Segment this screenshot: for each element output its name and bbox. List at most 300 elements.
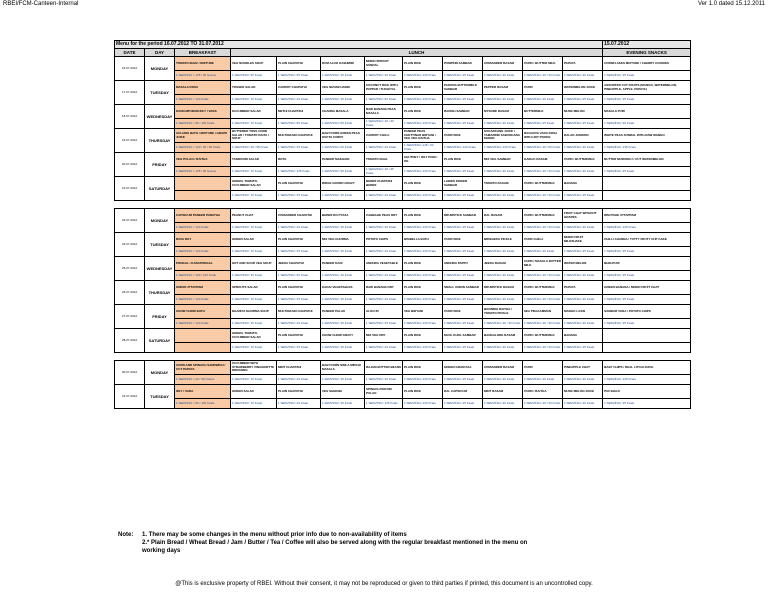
serving-info: 1 SERVING= 125 Kcals xyxy=(403,295,443,305)
serving-info: 1 SERVING= 45 Kcals xyxy=(321,399,365,409)
lunch-item: CURD RICE xyxy=(443,233,483,247)
serving-info: 1 SERVING = 120 Kcals xyxy=(175,247,231,257)
serving-info: 1 SERVING= 10 Kcals xyxy=(231,95,277,105)
lunch-item: PLAIN RICE xyxy=(403,385,443,399)
lunch-item: PLAIN RICE xyxy=(403,257,443,271)
serving-info: 1 SERVING = 65 / 120 Kcals xyxy=(175,119,231,129)
lunch-item: JEERA RASAM xyxy=(483,257,523,271)
serving-info xyxy=(175,191,231,201)
serving-info: 1 SERVING= 45 Kcals xyxy=(321,375,365,385)
lunch-item: PLAIN CHAPATHI xyxy=(277,177,321,191)
serving-info: 1 SERVING= 40 Kcals xyxy=(365,295,403,305)
serving-info: 1 SERVING = 60 / 120 Kcals xyxy=(175,399,231,409)
serving-info: 1 SERVING= 125 Kcals xyxy=(403,247,443,257)
lunch-item: ANDHRA VEGETABLE xyxy=(365,257,403,271)
lunch-item: GREEN, TOMATO, CUCUMBER SALAD xyxy=(231,329,277,343)
day-cell: SATURDAY xyxy=(145,329,175,353)
serving-info: 1 SERVING= 45 Kcals xyxy=(321,191,365,201)
serving-info: 1 SERVING= 125 Kcals xyxy=(603,375,691,385)
serving-info xyxy=(175,343,231,353)
lunch-item: CHOW CHOW GRAVY xyxy=(321,329,365,343)
serving-info: 1 SERVING= 45 Kcals xyxy=(443,399,483,409)
lunch-item: CORIANDER RASAM xyxy=(483,361,523,375)
serving-info: 1 SERVING= 125 Kcals xyxy=(403,271,443,281)
menu-table xyxy=(114,40,691,409)
menu-serving-row xyxy=(115,271,691,281)
serving-info: 1 SERVING= 40 Kcals xyxy=(365,143,403,153)
lunch-item: PLAIN CHAPATHI xyxy=(277,57,321,71)
day-cell: THURSDAY xyxy=(145,129,175,153)
date-cell: 31.07.2012 xyxy=(115,385,145,409)
lunch-item: CURD xyxy=(523,81,563,95)
serving-info: 1 SERVING= 10 Kcals xyxy=(231,343,277,353)
lunch-item: DUM ALOO KASHMIRI xyxy=(321,57,365,71)
lunch-item: SPINACH PAKODI PULAO xyxy=(365,385,403,399)
serving-info: 1 SERVING= 30 Kcals xyxy=(483,191,523,201)
breakfast-item: CHOW CHOW BATH xyxy=(175,305,231,319)
serving-info: 1 SERVING = 120 Kcals xyxy=(175,223,231,233)
col-lunch: LUNCH xyxy=(231,49,603,57)
serving-info: 1 SERVING= 45 Kcals xyxy=(563,343,603,353)
serving-info: 1 SERVING= 80 Kcals xyxy=(277,119,321,129)
serving-info: 1 SERVING= 45 Kcals xyxy=(563,191,603,201)
serving-info: 1 SERVING= 40 Kcals xyxy=(277,223,321,233)
serving-info: 1 SERVING= 90 Kcals xyxy=(365,95,403,105)
breakfast-item xyxy=(175,329,231,343)
serving-info: 1 SERVING= 10 Kcals xyxy=(231,167,277,177)
serving-info: 1 SERVING= 40 / 30 Kcals xyxy=(365,119,403,129)
menu-serving-row xyxy=(115,399,691,409)
serving-info: 1 SERVING= 40 Kcals xyxy=(523,95,563,105)
lunch-item: MUSK MELON xyxy=(563,105,603,119)
serving-info: 1 SERVING= 30 Kcals xyxy=(483,343,523,353)
lunch-item: CURD / BUTTERMILK xyxy=(523,177,563,191)
snack-item: PAV BHAJI xyxy=(603,385,691,399)
serving-info: 1 SERVING= 45 Kcals xyxy=(443,319,483,329)
serving-info: 1 SERVING= 45 Kcals xyxy=(321,223,365,233)
serving-info: 1 SERVING= 45 Kcals xyxy=(443,375,483,385)
date-cell: 23.07.2012 xyxy=(115,209,145,233)
date-cell: 19.07.2012 xyxy=(115,129,145,153)
menu-table-container xyxy=(114,40,677,409)
lunch-item: PANEER KADI xyxy=(321,257,365,271)
serving-info: 1 SERVING= 125 Kcals xyxy=(403,319,443,329)
lunch-item: RAW BANANA DRY xyxy=(365,281,403,295)
serving-info: 1 SERVING= 10 Kcals xyxy=(231,247,277,257)
serving-info: 1 SERVING= 145 / 30 Kcals xyxy=(403,143,443,153)
day-cell: TUESDAY xyxy=(145,81,175,105)
lunch-item: TOMATO RASAM xyxy=(483,177,523,191)
serving-info: 1 SERVING= 30 Kcals xyxy=(483,247,523,257)
lunch-item: METHI CHAPATHI xyxy=(277,105,321,119)
serving-info: 1 SERVING= 30 Kcals xyxy=(365,71,403,81)
lunch-item: BRINGERA PICKLE xyxy=(483,233,523,247)
serving-info: 1 SERVING= 30 Kcals xyxy=(483,295,523,305)
serving-info: 1 SERVING= 95 Kcals xyxy=(277,71,321,81)
serving-info: 1 SERVING= 30 Kcals xyxy=(483,375,523,385)
serving-info: 1 SERVING= 30 Kcals xyxy=(563,295,603,305)
lunch-item: CORIANDER CHAPATHI xyxy=(277,209,321,223)
lunch-item: MIX VEG DRY xyxy=(365,329,403,343)
menu-serving-row xyxy=(115,95,691,105)
lunch-item: BHINDI CHAPATHI BHINDI xyxy=(365,177,403,191)
lunch-item: TANDOORI SALAD xyxy=(231,153,277,167)
serving-info: 1 SERVING= 30 Kcals xyxy=(483,71,523,81)
lunch-item: PUMPKIN SAMBAR xyxy=(443,57,483,71)
serving-info: 1 SERVING = 120 / 30 / 90 Kcals xyxy=(175,143,231,153)
serving-info: 1 SERVING= 30 Kcals xyxy=(563,143,603,153)
lunch-item: BABYCORN SIMLA MIRCHI MASALA xyxy=(321,361,365,375)
lunch-item: KADAI VEGETABLES xyxy=(321,281,365,295)
serving-info: 1 SERVING= 35 Kcals xyxy=(603,319,691,329)
menu-day-row xyxy=(115,385,691,399)
lunch-item: MIXED SPROUT SUNDAL xyxy=(365,57,403,71)
lunch-item: MYSORE RASAM xyxy=(483,105,523,119)
lunch-item: RADISH SAMBAR xyxy=(443,105,483,119)
serving-info: 1 SERVING= 40 / 20 Kcals xyxy=(523,271,563,281)
serving-info: 1 SERVING= 45 Kcals xyxy=(321,247,365,257)
serving-info: 1 SERVING= 40 / 20 Kcals xyxy=(523,71,563,81)
serving-info: 1 SERVING= 35 Kcals xyxy=(603,247,691,257)
day-cell: FRIDAY xyxy=(145,153,175,177)
day-cell: MONDAY xyxy=(145,57,175,81)
date-cell: 16.07.2012 xyxy=(115,57,145,81)
lunch-item: GREEN SALAD xyxy=(231,385,277,399)
breakfast-item: ONION UTTAPPAM xyxy=(175,281,231,295)
lunch-item: SMALL ONION SAMBAR xyxy=(443,281,483,295)
serving-info: 1 SERVING = 125 / 30 Grams xyxy=(175,167,231,177)
serving-info xyxy=(603,191,691,201)
serving-info: 1 SERVING= 30 Kcals xyxy=(483,95,523,105)
lunch-item: ALOO 65 xyxy=(365,305,403,319)
menu-day-row xyxy=(115,129,691,143)
lunch-item: CURD / BUTTERMILK xyxy=(523,281,563,295)
lunch-item: PAPAYA xyxy=(563,57,603,71)
lunch-item: CURD / BUTTER MILK xyxy=(523,57,563,71)
lunch-item: ANDHRA PAPPU xyxy=(443,257,483,271)
snack-item xyxy=(603,177,691,191)
doc-id: RBEI/FCM-Canteen-Internal xyxy=(3,1,79,7)
menu-day-row xyxy=(115,153,691,167)
breakfast-item: CORN AND SPINACH SANDWICH / CUT PAPAYA xyxy=(175,361,231,375)
menu-day-row xyxy=(115,177,691,191)
lunch-item: GARLIC RASAM xyxy=(523,153,563,167)
menu-serving-row xyxy=(115,191,691,201)
week-separator xyxy=(115,201,691,209)
lunch-item: CURD RICE xyxy=(443,305,483,319)
lunch-item: MANGO LASSI xyxy=(563,305,603,319)
serving-info: 1 SERVING= 40 / 20 Kcals xyxy=(523,167,563,177)
menu-serving-row xyxy=(115,343,691,353)
date-cell: 28.07.2012 xyxy=(115,329,145,353)
lunch-item: PLAIN RICE xyxy=(403,329,443,343)
lunch-item: SUGARCANE JUICE / TAMARIND SABUDHANA KHEER xyxy=(483,129,523,143)
breakfast-item: TOMATO BHAV / MIXTURE xyxy=(175,57,231,71)
day-cell: TUESDAY xyxy=(145,385,175,409)
serving-info: 1 SERVING= 40 / 35 Kcals xyxy=(365,167,403,177)
serving-info: 1 SERVING= 45 Kcals xyxy=(443,247,483,257)
date-cell: 18.07.2012 xyxy=(115,105,145,129)
lunch-item: FRUIT CHAT WITHOUT GRAPES xyxy=(563,209,603,223)
serving-info: 1 SERVING= 30 Kcals xyxy=(563,319,603,329)
lunch-item: CURD / BUTTERMILK xyxy=(523,209,563,223)
menu-serving-row xyxy=(115,247,691,257)
serving-info: 1 SERVING= 25 Kcals xyxy=(523,119,563,129)
lunch-item: KHOL KHOL SAMBAR xyxy=(443,329,483,343)
menu-day-row xyxy=(115,81,691,95)
menu-serving-row xyxy=(115,319,691,329)
serving-info: 1 SERVING= 30 Kcals xyxy=(563,271,603,281)
lunch-item: CHUTNEY / IDLY PODI / OIL xyxy=(403,153,443,167)
serving-info: 1 SERVING= 45 Kcals xyxy=(603,167,691,177)
lunch-item: MINT RASAM xyxy=(483,385,523,399)
serving-info: 1 SERVING= 40 / 20 Kcals xyxy=(523,295,563,305)
snack-item: RIM POHE UTTAPPAM xyxy=(603,209,691,223)
serving-info: 1 SERVING= 40 Kcals xyxy=(277,399,321,409)
serving-info xyxy=(603,343,691,353)
serving-info: 1 SERVING= 40 Kcals xyxy=(523,247,563,257)
serving-info: 1 SERVING= 30 Kcals xyxy=(483,167,523,177)
date-cell: 27.07.2012 xyxy=(115,305,145,329)
lunch-item: PLAIN CHAPATHI xyxy=(277,233,321,247)
serving-info: 1 SERVING= 45 Kcals xyxy=(321,95,365,105)
snack-item xyxy=(603,329,691,343)
serving-info: 1 SERVING= 40 Kcals xyxy=(365,271,403,281)
lunch-item: BANGALORE RASAM xyxy=(483,329,523,343)
note-2: 2.* Plain Bread / Wheat Bread / Jam / Butter / Tea / Coffee will also be served along with the regular breakfast mentioned in the menu on working days xyxy=(142,540,528,554)
serving-info: 1 SERVING= 30 Kcals xyxy=(483,271,523,281)
snack-item: BHELPURI xyxy=(603,257,691,271)
menu-day-row xyxy=(115,233,691,247)
lunch-item: PANEER PEAS CHETTINAD BIRYANI / VEG VEG RAITHA xyxy=(403,129,443,143)
lunch-item: VEG SHEEWA xyxy=(321,385,365,399)
serving-info: 1 SERVING= 25 / 95 Kcals xyxy=(231,143,277,153)
day-cell: WEDNESDAY xyxy=(145,105,175,129)
lunch-item: LADIES FINGER SAMBAR xyxy=(443,177,483,191)
lunch-item: GREEN, TOMATO, CUCUMBER SALAD xyxy=(231,177,277,191)
serving-info: 1 SERVING= 40 / 30 Kcals xyxy=(483,319,523,329)
serving-info: 1 SERVING= 25 Kcals xyxy=(563,95,603,105)
lunch-item: WATERMELON JUICE xyxy=(563,81,603,95)
serving-info: 1 SERVING= 95 Kcals xyxy=(321,167,365,177)
serving-info: 1 SERVING= 30 Kcals xyxy=(483,399,523,409)
serving-info: 1 SERVING= 30 Kcals xyxy=(563,167,603,177)
serving-info: 1 SERVING= 40 Kcals xyxy=(563,399,603,409)
serving-info: 1 SERVING= 40 Kcals xyxy=(365,191,403,201)
snack-item: BUTTER MURUKKU / CUT WATERMELON xyxy=(603,153,691,167)
lunch-item: DHANIYA KHORMA SOUP xyxy=(231,305,277,319)
menu-day-row xyxy=(115,281,691,295)
serving-info: 1 SERVING= 40 Kcals xyxy=(321,271,365,281)
lunch-item: MULTIGRAIN CHAPATHI xyxy=(277,129,321,143)
lunch-item: POTATO CHIPS xyxy=(365,233,403,247)
serving-info: 1 SERVING= 45 Kcals xyxy=(277,247,321,257)
notes-label: Note: xyxy=(118,532,134,538)
day-cell: THURSDAY xyxy=(145,281,175,305)
serving-info: 1 SERVING= 40 Kcals xyxy=(365,343,403,353)
lunch-item: CARROT CHILLI xyxy=(365,129,403,143)
menu-serving-row xyxy=(115,143,691,153)
menu-title-row xyxy=(115,41,691,49)
date-cell: 26.07.2012 xyxy=(115,281,145,305)
serving-info: 1 SERVING= 45 Kcals xyxy=(443,191,483,201)
serving-info: 1 SERVING= 40 Kcals xyxy=(277,375,321,385)
serving-info: 1 SERVING= 60 Kcals xyxy=(277,271,321,281)
serving-info: 1 SERVING= 80 Kcals xyxy=(321,119,365,129)
lunch-item: VEG BIRYANI xyxy=(403,305,443,319)
lunch-item: VEG NOODLES SOUP xyxy=(231,57,277,71)
menu-serving-row xyxy=(115,223,691,233)
lunch-item: PLAIN RICE xyxy=(443,153,483,167)
lunch-item: ROTA xyxy=(277,153,321,167)
date-cell: 17.07.2012 xyxy=(115,81,145,105)
page-header xyxy=(0,0,768,9)
serving-info: 1 SERVING= 125 Kcals xyxy=(403,191,443,201)
serving-info: 1 SERVING= 40 Kcals xyxy=(365,247,403,257)
lunch-item: DAL CAPSICUM xyxy=(443,385,483,399)
serving-info: 1 SERVING= 40 / 50 Kcals xyxy=(523,143,563,153)
date-cell: 21.07.2012 xyxy=(115,177,145,201)
menu-serving-row xyxy=(115,71,691,81)
lunch-item: MIX VEG KHURMA xyxy=(321,233,365,247)
serving-info: 1 SERVING= 50 Kcals xyxy=(231,71,277,81)
menu-date: 15.07.2012 xyxy=(603,41,691,49)
serving-info: 1 SERVING= 125 Kcals xyxy=(403,375,443,385)
lunch-item: CHANNA MASALA xyxy=(321,105,365,119)
lunch-item: PLAIN RICE xyxy=(403,361,443,375)
serving-info: 1 SERVING= 10 Kcals xyxy=(231,223,277,233)
serving-info: 1 SERVING= 45 Kcals xyxy=(321,295,365,305)
column-header-row xyxy=(115,49,691,57)
serving-info: 1 SERVING= 45 Kcals xyxy=(443,343,483,353)
lunch-item: BISIBELLA BATH xyxy=(403,233,443,247)
snack-item: CORNFLAKES MIXTURE / CHERRY COOKIES xyxy=(603,57,691,71)
lunch-item: DALAR JAMOON xyxy=(563,129,603,143)
lunch-item: PLAIN RICE xyxy=(403,209,443,223)
serving-info: 1 SERVING= 45 Kcals xyxy=(443,71,483,81)
lunch-item: PLAIN CHAPATHI xyxy=(277,281,321,295)
serving-info: 1 SERVING= 35 Kcals xyxy=(603,399,691,409)
serving-info: 1 SERVING= 124 Kcals xyxy=(443,143,483,153)
serving-info: 1 SERVING = 120 Kcals xyxy=(175,95,231,105)
lunch-item: BABYCORN GREEN PEAS KOFTA CURRY xyxy=(321,129,365,143)
menu-body xyxy=(115,57,691,409)
serving-info: 1 SERVING= 10 Kcals xyxy=(231,399,277,409)
menu-serving-row xyxy=(115,375,691,385)
lunch-item: RAJAM BUTTER BEANS xyxy=(365,361,403,375)
separator-cell xyxy=(115,201,691,209)
lunch-item: PLAIN RICE xyxy=(403,281,443,295)
lunch-item: PINEAPPLE CHAT xyxy=(563,361,603,375)
note-1: 1. There may be some changes in the menu without prior info due to non-availability of items xyxy=(142,532,407,538)
serving-info: 1 SERVING= 45 Kcals xyxy=(443,271,483,281)
serving-info: 1 SERVING= 30 Kcals xyxy=(563,71,603,81)
day-cell: SATURDAY xyxy=(145,177,175,201)
serving-info: 1 SERVING= 10 Kcals xyxy=(231,295,277,305)
lunch-item: JEERA CHAPATHI xyxy=(277,257,321,271)
lunch-item: CUCUMBER WITH STRAWBERRY VINAIGRETTE DRESSING xyxy=(231,361,277,375)
lunch-item: RAW BANANA PEAS MASALA xyxy=(365,105,403,119)
serving-info: 1 SERVING= 125 Kcals xyxy=(403,95,443,105)
serving-info: 1 SERVING= 30 Kcals xyxy=(365,375,403,385)
lunch-item: BUTTERED TOSS CORN SALAD / TOMATO RAITA / SOUP xyxy=(231,129,277,143)
menu-serving-row xyxy=(115,167,691,177)
menu-day-row xyxy=(115,329,691,343)
breakfast-item: KANCHIPURAM IDLY / VADA xyxy=(175,105,231,119)
serving-info: 1 SERVING= 125 Kcals xyxy=(403,119,443,129)
serving-info: 1 SERVING= 30 Kcals xyxy=(563,375,603,385)
lunch-item: GREEN GRAM DAL xyxy=(443,361,483,375)
date-cell: 24.07.2012 xyxy=(115,233,145,257)
serving-info: 1 SERVING= 125 Kcals xyxy=(403,71,443,81)
lunch-item: CORIANDER RASAM xyxy=(483,57,523,71)
day-cell: WEDNESDAY xyxy=(145,257,175,281)
serving-info: 1 SERVING= 30 Kcals xyxy=(231,271,277,281)
lunch-item: PLAIN RICE xyxy=(403,81,443,95)
serving-info: 1 SERVING = 20 / 30 Grams xyxy=(175,375,231,385)
serving-info: 1 SERVING= 40 Kcals xyxy=(277,95,321,105)
lunch-item: CURD / RAITHA xyxy=(523,385,563,399)
breakfast-item: VEG PULAO / RAITHA xyxy=(175,153,231,167)
lunch-item: RAGHUVA VADA DOSA WITH HOT POOKE xyxy=(523,129,563,143)
lunch-item: COCONUT RICE WITH PAPPAD / THOGIYAL xyxy=(365,81,403,95)
snack-item: MASALA PURI xyxy=(603,105,691,119)
lunch-item: PLAIN CHAPATHI xyxy=(277,329,321,343)
serving-info: 1 SERVING= 125 Kcals xyxy=(365,399,403,409)
serving-info: 1 SERVING= 125 Kcals xyxy=(603,223,691,233)
serving-info: 1 SERVING= 45 Kcals xyxy=(443,167,483,177)
lunch-item: DAL RASAM xyxy=(483,209,523,223)
serving-info: 1 SERVING= 45 Kcals xyxy=(443,95,483,105)
lunch-item: KUCUMBER SALAD xyxy=(231,105,277,119)
snack-item: GREEN BANANA / MIXED FRUIT CHAT xyxy=(603,281,691,295)
lunch-item: CURD RICE xyxy=(443,129,483,143)
lunch-item: SEA PRAGAMMAN xyxy=(523,305,563,319)
serving-info: 1 SERVING= 35 Kcals xyxy=(603,95,691,105)
lunch-item: CURD / BUTTERMILK xyxy=(523,329,563,343)
serving-info: 1 SERVING= 40 / 20 Kcals xyxy=(523,223,563,233)
serving-info: 1 SERVING= 15 Kcals xyxy=(231,319,277,329)
serving-info: 1 SERVING= 125 Kcals xyxy=(403,399,443,409)
serving-info: 1 SERVING = 125 / 30 Grams xyxy=(175,71,231,81)
serving-info: 1 SERVING= 45 Kcals xyxy=(277,295,321,305)
day-cell: TUESDAY xyxy=(145,233,175,257)
lunch-item: PANEER PALAK xyxy=(321,305,365,319)
menu-day-row xyxy=(115,257,691,271)
serving-info: 1 SERVING= 30 Kcals xyxy=(483,119,523,129)
lunch-item: VEG NIZAMI HANDI xyxy=(321,81,365,95)
serving-info: 1 SERVING= 30 Kcals xyxy=(563,223,603,233)
serving-info: 1 SERVING= 40 / 20 Kcals xyxy=(523,191,563,201)
lunch-item: MULTIGRAIN CHAPATHI xyxy=(277,305,321,319)
menu-day-row xyxy=(115,305,691,319)
lunch-item: CARROT CHAPATHI xyxy=(277,81,321,95)
serving-info: 1 SERVING= 30 Kcals xyxy=(365,223,403,233)
menu-day-row xyxy=(115,361,691,375)
lunch-item: CABBAGE PEAS DRY xyxy=(365,209,403,223)
serving-info: 1 SERVING= 35 Kcals xyxy=(563,119,603,129)
lunch-item: CURD CHILLI xyxy=(523,233,563,247)
lunch-item: PLAIN CHAPATHI xyxy=(277,385,321,399)
serving-info: 1 SERVING= 60 Kcals xyxy=(321,143,365,153)
date-cell: 20.07.2012 xyxy=(115,153,145,177)
menu-serving-row xyxy=(115,295,691,305)
date-cell: 25.07.2012 xyxy=(115,257,145,281)
lunch-item: MIXED FRUIT MILKSHAKE xyxy=(563,233,603,247)
serving-info: 1 SERVING= 45 Kcals xyxy=(321,319,365,329)
date-cell: 30.07.2012 xyxy=(115,361,145,385)
serving-info: 1 SERVING = 120 Kcals xyxy=(175,295,231,305)
